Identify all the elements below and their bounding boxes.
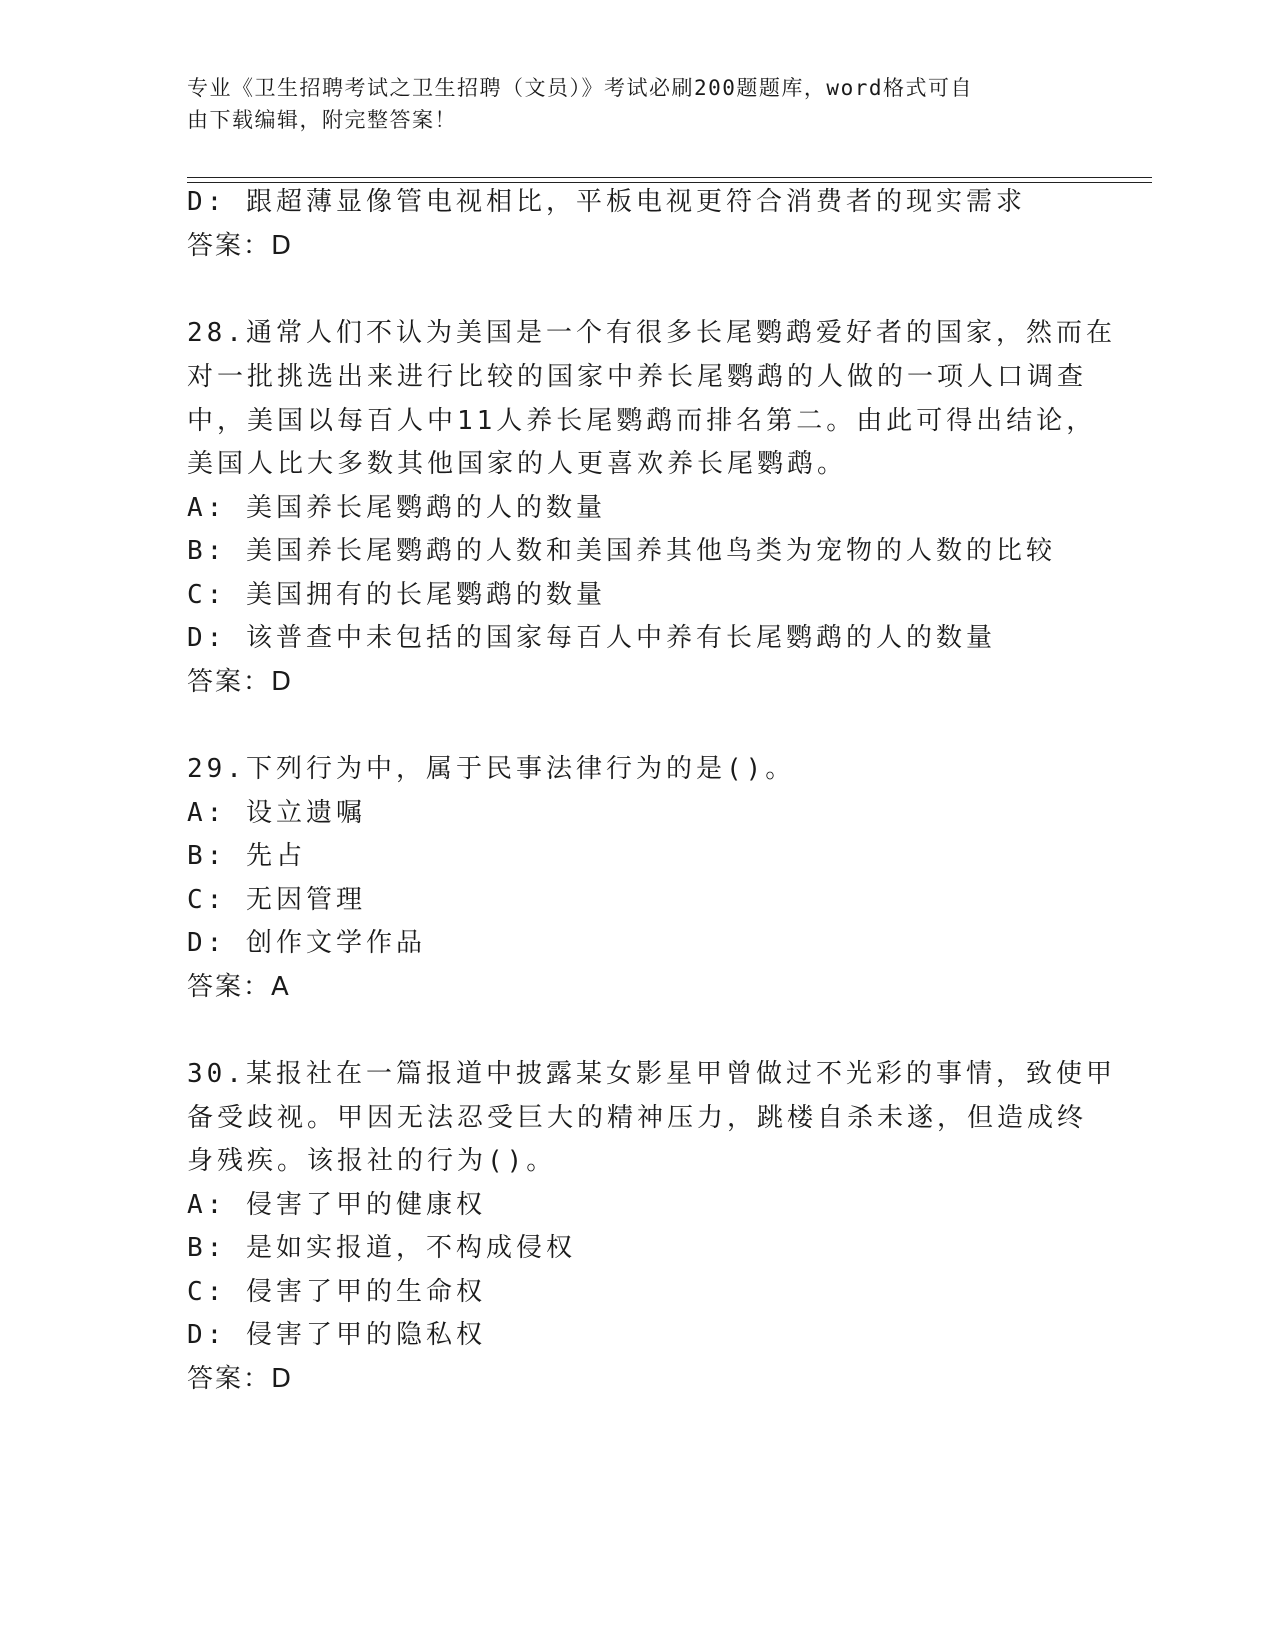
q28-stem-line-3: 中，美国以每百人中11人养长尾鹦鹉而排名第二。由此可得出结论， xyxy=(187,406,1097,436)
q28-option-b: B: 美国养长尾鹦鹉的人数和美国养其他鸟类为宠物的人数的比较 xyxy=(187,536,1056,566)
q30-option-b: B: 是如实报道，不构成侵权 xyxy=(187,1233,576,1263)
prev-option-d: D: 跟超薄显像管电视相比，平板电视更符合消费者的现实需求 xyxy=(187,187,1026,217)
q28-stem-line-1: 28.通常人们不认为美国是一个有很多长尾鹦鹉爱好者的国家，然而在 xyxy=(187,318,1116,348)
q30-stem-line-3: 身残疾。该报社的行为()。 xyxy=(187,1146,557,1176)
q29-option-d: D: 创作文学作品 xyxy=(187,928,426,958)
q28-option-a: A: 美国养长尾鹦鹉的人的数量 xyxy=(187,493,606,523)
q28-option-d: D: 该普查中未包括的国家每百人中养有长尾鹦鹉的人的数量 xyxy=(187,623,996,653)
q30-stem-line-1: 30.某报社在一篇报道中披露某女影星甲曾做过不光彩的事情，致使甲 xyxy=(187,1059,1116,1089)
q29-option-b: B: 先占 xyxy=(187,841,306,871)
q30-option-d: D: 侵害了甲的隐私权 xyxy=(187,1320,486,1350)
q28-stem-line-2: 对一批挑选出来进行比较的国家中养长尾鹦鹉的人做的一项人口调查 xyxy=(187,362,1088,392)
q29-answer: 答案：A xyxy=(187,972,291,1002)
q28-answer: 答案：D xyxy=(187,667,294,697)
q29-option-c: C: 无因管理 xyxy=(187,885,366,915)
q30-answer: 答案：D xyxy=(187,1364,294,1394)
q30-option-a: A: 侵害了甲的健康权 xyxy=(187,1190,486,1220)
q30-stem-line-2: 备受歧视。甲因无法忍受巨大的精神压力，跳楼自杀未遂，但造成终 xyxy=(187,1103,1088,1133)
header-line-1: 专业《卫生招聘考试之卫生招聘（文员）》考试必刷200题题库，word格式可自 xyxy=(187,76,973,100)
q29-option-a: A: 设立遗嘱 xyxy=(187,798,366,828)
q28-stem-line-4: 美国人比大多数其他国家的人更喜欢养长尾鹦鹉。 xyxy=(187,449,848,479)
document-header xyxy=(187,72,1067,136)
q28-option-c: C: 美国拥有的长尾鹦鹉的数量 xyxy=(187,580,606,610)
header-line-2: 由下载编辑，附完整答案！ xyxy=(187,108,457,132)
header-divider-top xyxy=(187,177,1152,178)
q30-option-c: C: 侵害了甲的生命权 xyxy=(187,1277,486,1307)
q29-stem-line-1: 29.下列行为中，属于民事法律行为的是()。 xyxy=(187,754,796,784)
prev-answer: 答案：D xyxy=(187,231,294,261)
